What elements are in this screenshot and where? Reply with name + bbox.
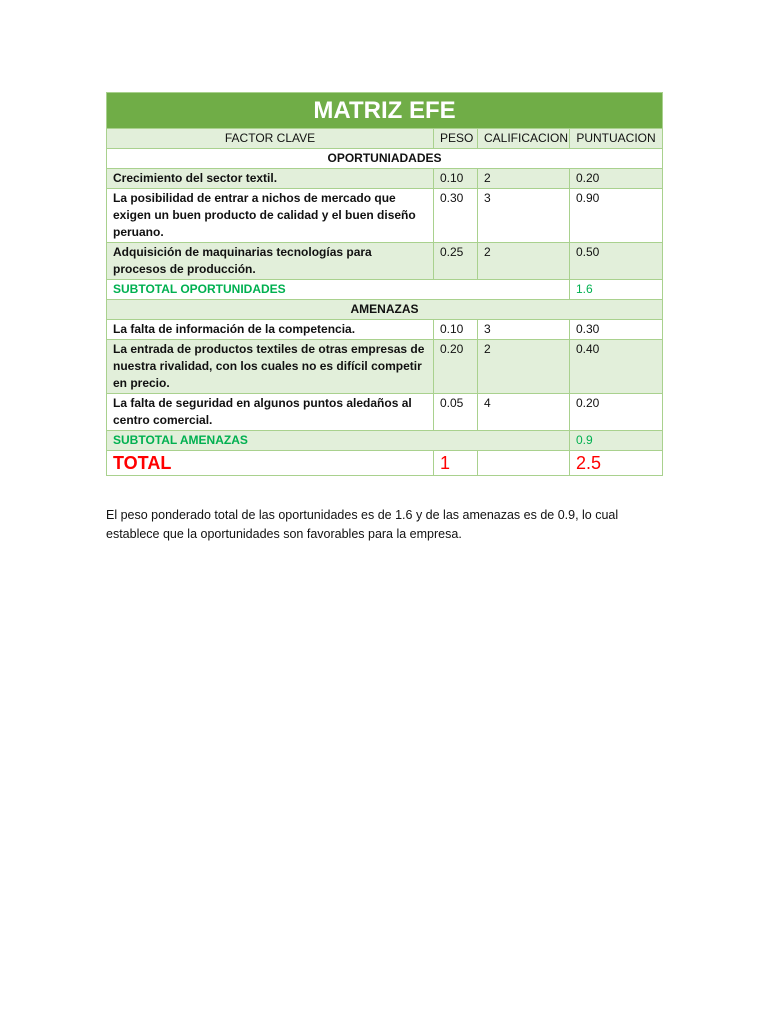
- peso-cell: 0.10: [434, 169, 478, 189]
- header-peso: PESO: [434, 129, 478, 149]
- table-row: [107, 189, 663, 243]
- header-factor: FACTOR CLAVE: [107, 129, 434, 149]
- table-row: [107, 394, 663, 431]
- subtotal-amenazas-row: [107, 431, 663, 451]
- factor-cell: Crecimiento del sector textil.: [107, 169, 434, 189]
- table-row: [107, 243, 663, 280]
- puntuacion-cell: 0.90: [570, 189, 663, 243]
- subtotal-value: 1.6: [570, 280, 663, 300]
- puntuacion-cell: 0.20: [570, 394, 663, 431]
- total-row: [107, 451, 663, 476]
- table-row: [107, 340, 663, 394]
- total-peso: 1: [434, 451, 478, 476]
- header-calificacion: CALIFICACION: [478, 129, 570, 149]
- puntuacion-cell: 0.20: [570, 169, 663, 189]
- header-row: [107, 129, 663, 149]
- table-row: [107, 169, 663, 189]
- calificacion-cell: 2: [478, 243, 570, 280]
- factor-cell: La falta de información de la competencia.: [107, 320, 434, 340]
- title-row: [107, 93, 663, 129]
- peso-cell: 0.05: [434, 394, 478, 431]
- peso-cell: 0.25: [434, 243, 478, 280]
- factor-cell: Adquisición de maquinarias tecnologías para procesos de producción.: [107, 243, 434, 280]
- section-amenazas: [107, 300, 663, 320]
- subtotal-label: SUBTOTAL OPORTUNIDADES: [107, 280, 570, 300]
- subtotal-value: 0.9: [570, 431, 663, 451]
- matrix-title: MATRIZ EFE: [107, 93, 663, 129]
- calificacion-cell: 2: [478, 340, 570, 394]
- total-calificacion: [478, 451, 570, 476]
- factor-cell: La posibilidad de entrar a nichos de mercado que exigen un buen producto de calidad y el buen diseño peruano.: [107, 189, 434, 243]
- section-label: AMENAZAS: [107, 300, 663, 320]
- total-label: TOTAL: [107, 451, 434, 476]
- table-row: [107, 320, 663, 340]
- subtotal-oportunidades-row: [107, 280, 663, 300]
- conclusion-paragraph: El peso ponderado total de las oportunidades es de 1.6 y de las amenazas es de 0.9, lo cual establece que la oportunidades son favorables para la empresa.: [106, 507, 619, 541]
- calificacion-cell: 4: [478, 394, 570, 431]
- calificacion-cell: 3: [478, 320, 570, 340]
- puntuacion-cell: 0.30: [570, 320, 663, 340]
- calificacion-cell: 3: [478, 189, 570, 243]
- peso-cell: 0.20: [434, 340, 478, 394]
- peso-cell: 0.30: [434, 189, 478, 243]
- header-puntuacion: PUNTUACION: [570, 129, 663, 149]
- puntuacion-cell: 0.50: [570, 243, 663, 280]
- peso-cell: 0.10: [434, 320, 478, 340]
- calificacion-cell: 2: [478, 169, 570, 189]
- efe-matrix-table: [106, 92, 663, 476]
- subtotal-label: SUBTOTAL AMENAZAS: [107, 431, 570, 451]
- total-puntuacion: 2.5: [570, 451, 663, 476]
- puntuacion-cell: 0.40: [570, 340, 663, 394]
- factor-cell: La falta de seguridad en algunos puntos aledaños al centro comercial.: [107, 394, 434, 431]
- factor-cell: La entrada de productos textiles de otras empresas de nuestra rivalidad, con los cuales no es difícil competir en precio.: [107, 340, 434, 394]
- section-oportunidades: [107, 149, 663, 169]
- section-label: OPORTUNIADADES: [107, 149, 663, 169]
